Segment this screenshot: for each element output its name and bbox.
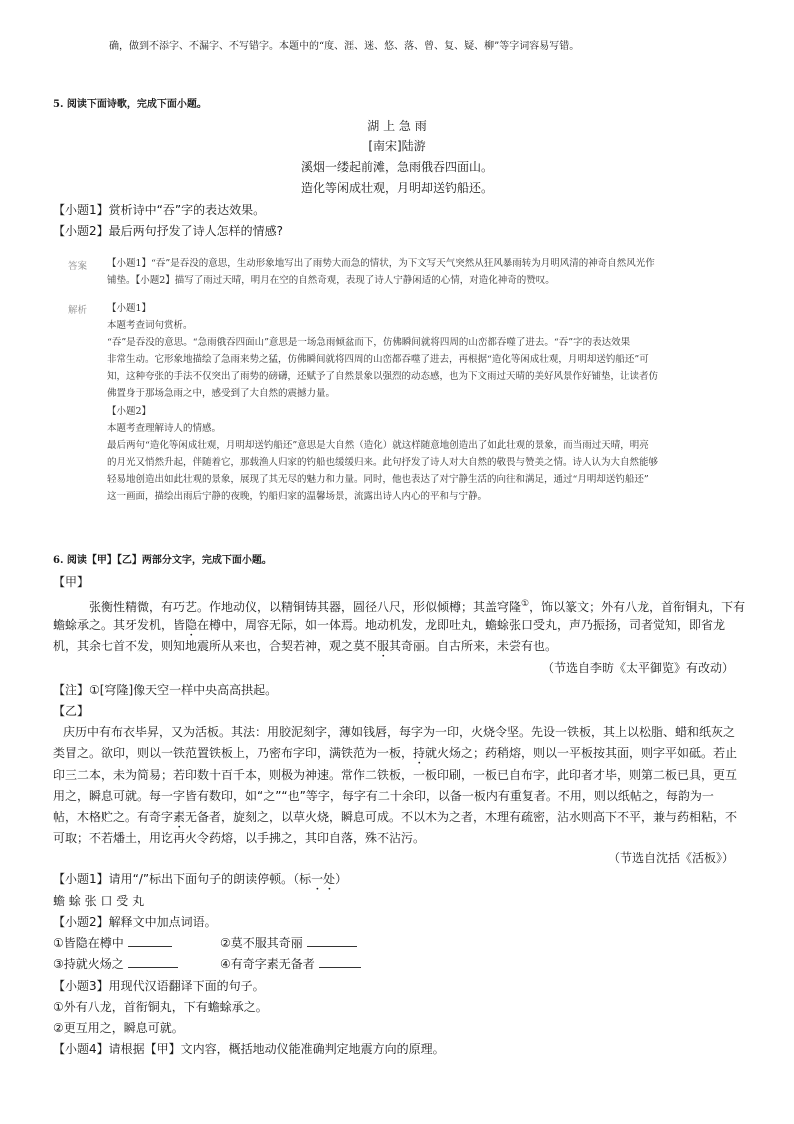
- footnote: 【注】①[穹隆]像天空一样中央高高拱起。: [53, 683, 278, 697]
- poem-author: [南宋]陆游: [368, 139, 426, 153]
- explain-item-2: ②莫不服其奇丽: [220, 935, 357, 951]
- q6-subquestion-1: 【小题1】请用“/”标出下面句子的朗读停顿。（标一处）: [53, 872, 348, 886]
- q6-subquestion-2: 【小题2】解释文中加点词语。: [53, 915, 217, 929]
- translate-item-2: ②更互用之，瞬息可就。: [53, 1021, 184, 1035]
- yi-line-4: 用之，瞬息可就。每一字皆有数印，如“之”“也”等字，每字有二十余印，以备一板内有重复者。不用，则以纸帖之，每韵为一: [53, 789, 714, 803]
- analysis-text: [107, 300, 658, 505]
- yi-label: 【乙】: [53, 704, 90, 718]
- yi-line-6: 可取；不若燔土，用讫再火令药熔，以手拂之，其印自落，殊不沾污。: [53, 831, 426, 845]
- yi-line-5: 帖，木格贮之。有奇字素无备者，旋刻之，以草火烧，瞬息可成。不以木为之者，木理有疏密，沾水则高下不平，兼与药相粘，不: [53, 810, 738, 824]
- explain-item-1: ①皆隐在樽中: [53, 935, 172, 951]
- analysis-line: 轻易地创造出如此壮观的景象，展现了其无尽的魅力和力量。同时，他也表达了对宁静生活的向往和满足，通过“月明却送钓船还”: [107, 473, 649, 485]
- answer-label: 答案: [68, 261, 88, 272]
- jia-line-2: 蟾蜍承之。其牙发机，皆隐在樽中，周容无际，如一体焉。地动机发，龙即吐丸，蟾蜍张口受丸，声乃振扬，司者觉知，即省龙: [53, 618, 726, 632]
- answer-blank[interactable]: [128, 936, 172, 947]
- jia-source: （节选自李昉《太平御览》有改动）: [541, 661, 734, 675]
- analysis-label: 解析: [68, 305, 88, 316]
- yi-line-3: 印三二本，未为简易；若印数十百千本，则极为神速。常作二铁板，一板印刷，一板已自布字，此印者才毕，则第二板已具，更互: [53, 768, 738, 782]
- explain-item-3: ③持就火炀之: [53, 956, 178, 972]
- previous-answer-note: 确，做到不添字、不漏字、不写错字。本题中的“度、涯、迷、悠、落、曾、复、疑、柳”等字词容易写错。: [109, 41, 580, 52]
- dotted-word-yin: 隐: [185, 618, 198, 632]
- analysis-line: 【小题2】: [107, 405, 152, 417]
- analysis-line: 佛置身于那场急雨之中，感受到了大自然的震撼力量。: [107, 388, 336, 400]
- answer-line-1: 【小题1】“吞”是吞没的意思，生动形象地写出了雨势大而急的情状，为下文写天气突然从狂风暴雨转为月明风清的神奇自然风光作: [107, 258, 655, 269]
- answer-blank[interactable]: [307, 936, 357, 947]
- q5-subquestion-2: 【小题2】最后两句抒发了诗人怎样的情感?: [53, 224, 284, 238]
- analysis-line: 这一画面，描绘出雨后宁静的夜晚，钓船归家的温馨场景，流露出诗人内心的平和与宁静。: [107, 491, 488, 503]
- translate-item-1: ①外有八龙，首衔铜丸，下有蟾蜍承之。: [53, 1000, 268, 1014]
- analysis-line: “吞”是吞没的意思。“急雨俄吞四面山”意思是一场急雨倾盆而下，仿佛瞬间就将四周的山峦都吞噬了进去。“吞”字的表达效果: [107, 337, 631, 349]
- analysis-line: 知，这种夸张的手法不仅突出了雨势的磅礴，还赋予了自然景象以强烈的动态感，也为下文雨过天晴的美好风景作好铺垫，让读者仿: [107, 371, 659, 383]
- analysis-line: 【小题1】: [107, 303, 152, 314]
- dotted-word-chi: 持: [413, 746, 426, 760]
- answer-line-2: 铺垫。【小题2】描写了雨过天晴，明月在空的自然奇观，表现了诗人宁静闲适的心情，对造化神奇的赞叹。: [107, 275, 555, 286]
- jia-line-3: 机，其余七首不发，则知地震所从来也，合契若神，观之莫不服其奇丽。自古所来，未尝有也。: [53, 639, 558, 653]
- jia-label: 【甲】: [53, 575, 90, 589]
- yi-line-1: 庆历中有布衣毕昇，又为活板。其法：用胶泥刻字，薄如钱唇，每字为一印，火烧令坚。先设一铁板，其上以松脂、蜡和纸灰之: [63, 725, 736, 739]
- jia-line-1: 张衡性精微，有巧艺。作地动仪，以精铜铸其器，圆径八尺，形似倾樽；其盖穹隆①，饰以篆文；外有八龙，首衔铜丸，下有: [89, 599, 746, 614]
- poem-line-2: 造化等闲成壮观，月明却送钓船还。: [300, 181, 493, 195]
- q6-subquestion-4: 【小题4】请根据【甲】文内容，概括地动仪能准确判定地震方向的原理。: [53, 1042, 445, 1056]
- poem-title: 湖 上 急 雨: [367, 119, 427, 133]
- footnote-marker: ①: [521, 599, 530, 609]
- analysis-line: 非常生动。它形象地描绘了急雨来势之猛，仿佛瞬间就将四周的山峦都吞噬了进去，再根据“造化等闲成壮观，月明却送钓船还”可: [107, 354, 649, 366]
- dotted-phrase: 一处: [311, 872, 336, 886]
- dotted-word-su: 素: [173, 810, 186, 824]
- answer-blank[interactable]: [128, 957, 178, 968]
- poem-line-1: 溪烟一缕起前滩，急雨俄吞四面山。: [300, 160, 493, 174]
- analysis-line: 本题考查词句赏析。: [107, 320, 193, 332]
- pause-sentence: 蟾 蜍 张 口 受 丸: [53, 894, 145, 908]
- yi-source: （节选自沈括《活板》）: [607, 851, 734, 865]
- analysis-line: 本题考查理解诗人的情感。: [107, 422, 222, 434]
- q5-subquestion-1: 【小题1】赏析诗中“吞”字的表达效果。: [53, 203, 266, 217]
- explain-item-4: ④有奇字素无备者: [220, 956, 361, 972]
- analysis-line: 最后两句“造化等闲成壮观，月明却送钓船还”意思是大自然（造化）就这样随意地创造出了如此壮观的景象，而当雨过天晴，明亮: [107, 439, 649, 451]
- q6-heading: 6. 阅读【甲】【乙】两部分文字，完成下面小题。: [53, 555, 272, 566]
- analysis-line: 的月光又悄然升起，伴随着它，那载渔人归家的钓船也缓缓归来。此句抒发了诗人对大自然的敬畏与赞美之情。诗人认为大自然能够: [107, 456, 659, 468]
- q6-subquestion-3: 【小题3】用现代汉语翻译下面的句子。: [53, 979, 265, 993]
- answer-blank[interactable]: [319, 957, 361, 968]
- dotted-word-fu: 服: [377, 639, 390, 653]
- yi-line-2: 类冒之。欲印，则以一铁范置铁板上，乃密布字印，满铁范为一板，持就火炀之；药稍熔，则以一平板按其面，则字平如砥。若止: [53, 746, 738, 760]
- q5-heading: 5. 阅读下面诗歌，完成下面小题。: [53, 99, 207, 110]
